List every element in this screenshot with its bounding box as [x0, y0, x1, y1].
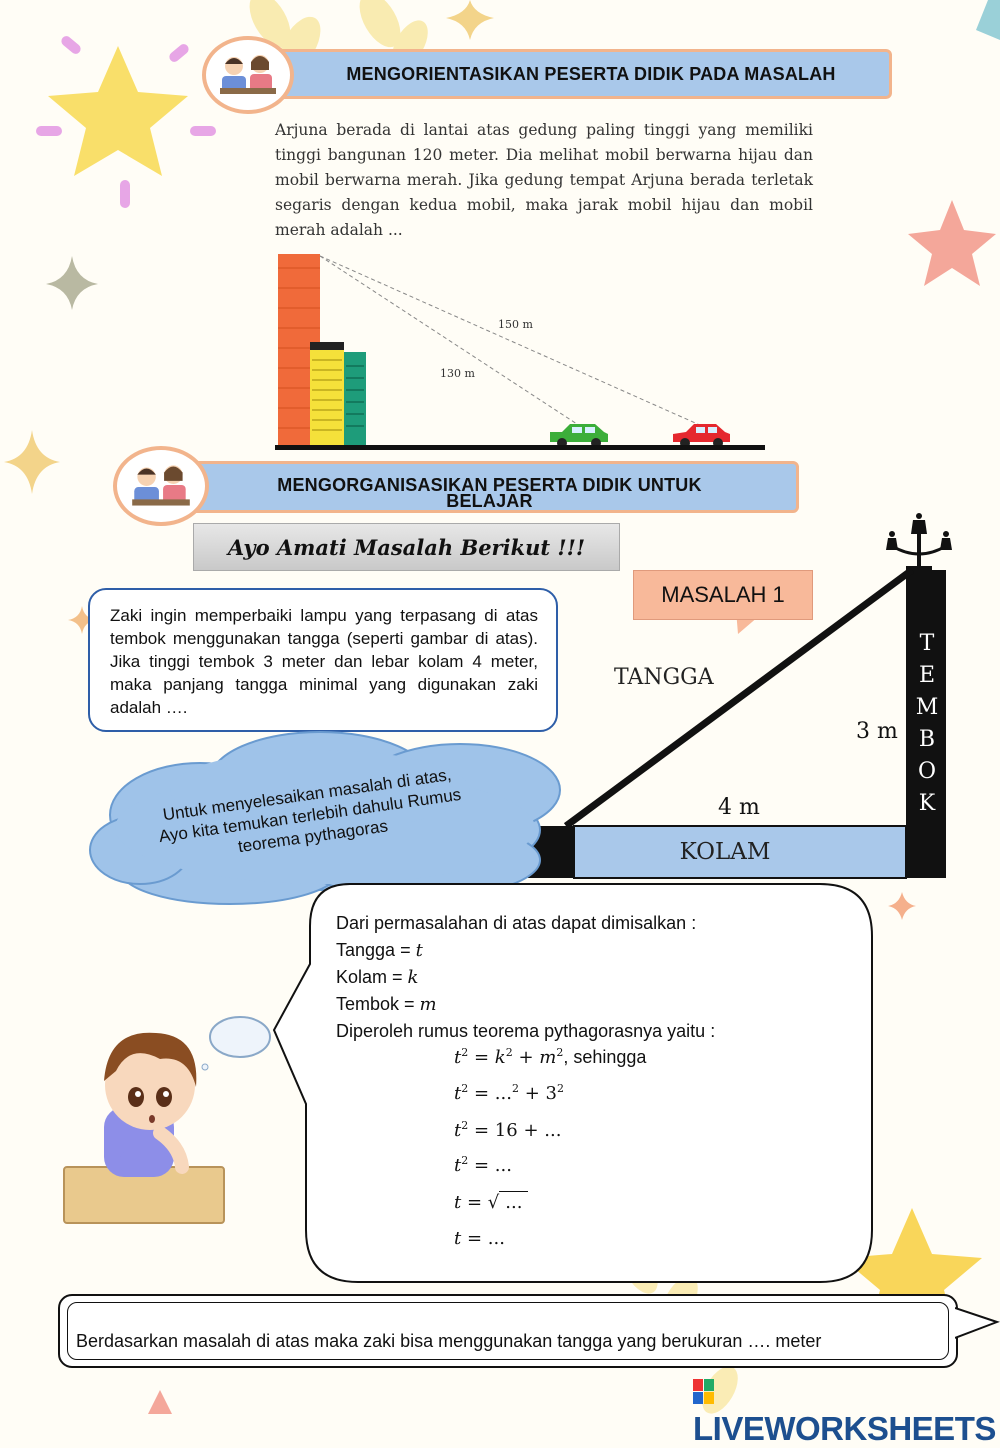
students-discussion-icon: [206, 40, 290, 110]
story-text: Arjuna berada di lantai atas gedung paling tinggi yang memiliki tinggi bangunan 120 meter. Dia melihat mobil berwarna hijau dan mobil berwarna merah. Jika gedung tempat Arjuna berada terletak segaris dengan kedua mobil, maka jarak mobil hijau dan mobil merah adalah ...: [275, 121, 813, 239]
label-130m: 130 m: [440, 367, 475, 380]
eq-line-3: $t^2 = 16$ + ...: [454, 1119, 562, 1141]
conclusion-arrow-tail: [955, 1304, 1000, 1344]
var-row: Tembok = m: [336, 994, 437, 1015]
answer-blank[interactable]: ...: [494, 1083, 512, 1104]
liveworksheets-logo-icon: [693, 1379, 715, 1405]
speech-content: [336, 910, 715, 1045]
tembok-letter: T: [919, 631, 935, 656]
problem-text: Zaki ingin memperbaiki lampu yang terpasang di atas tembok menggunakan tangga (seperti gambar di atas). Jika tinggi tembok 3 meter dan lebar kolam 4 meter, maka panjang tangga minimal yang digunakan zaki adalah ….: [110, 606, 538, 717]
green-car-icon: [550, 424, 608, 448]
building-cars-figure: [270, 248, 770, 453]
answer-blank[interactable]: ...: [494, 1155, 512, 1176]
tembok-letter: O: [917, 759, 937, 784]
height-label: 3 m: [856, 719, 898, 744]
var-row: Kolam = k: [336, 967, 419, 988]
liveworksheets-logo: [693, 1372, 1000, 1448]
students-discussion-icon: [117, 450, 205, 522]
section1-header-text: MENGORIENTASIKAN PESERTA DIDIK PADA MASALAH: [346, 63, 836, 84]
ladder-wall-figure: [520, 510, 960, 890]
tangga-label: TANGGA: [614, 665, 714, 690]
var-row: Tangga = t: [336, 940, 423, 961]
problem-box: [88, 588, 558, 732]
students-avatar: [202, 36, 294, 114]
conclusion-text: Berdasarkan masalah di atas maka zaki bisa menggunakan tangga yang berukuran …. meter: [76, 1331, 822, 1351]
eq-line-5: t = √ ...: [454, 1192, 528, 1213]
eq-line-1: $t^2 = k^2 + m^2$, sehingga: [454, 1046, 647, 1068]
section2-header: [160, 461, 799, 513]
answer-blank[interactable]: ...: [487, 1228, 505, 1249]
tembok-letter: B: [918, 727, 936, 752]
cloud-text: Untuk menyelesaikan masalah di atas, Ayo kita temukan terlebih dahulu Rumus teorema pythagoras: [157, 765, 463, 857]
thinking-boy-illustration: [60, 1015, 280, 1230]
wall-tembok: [906, 570, 946, 878]
red-car-icon: [673, 424, 730, 448]
students-avatar-2: [113, 446, 209, 526]
masalah-1-callout: MASALAH 1: [633, 570, 813, 620]
kolam-label: KOLAM: [679, 839, 771, 865]
eq-line-6: t = ...: [454, 1228, 505, 1249]
width-label: 4 m: [718, 795, 760, 820]
tembok-letter: E: [918, 663, 936, 688]
formula-intro: Diperoleh rumus teorema pythagorasnya yaitu :: [336, 1021, 716, 1041]
label-150m: 150 m: [498, 318, 533, 331]
answer-blank[interactable]: ...: [544, 1120, 562, 1141]
section2-header-cut: BELAJAR: [446, 491, 533, 511]
ayo-amati-banner: Ayo Amati Masalah Berikut !!!: [193, 523, 620, 571]
eq-line-2: $t^2 = ...^2 + 3^2$: [454, 1082, 564, 1104]
speech-intro: Dari permasalahan di atas dapat dimisalkan :: [336, 913, 697, 933]
answer-blank[interactable]: ...: [499, 1191, 528, 1213]
tembok-letter: K: [918, 791, 936, 816]
section1-header: [250, 49, 892, 99]
brand-text: LIVEWORKSHEETS: [693, 1410, 996, 1447]
tembok-letter: M: [915, 695, 939, 720]
star-decoration-icon: [48, 46, 188, 176]
eq-line-4: $t^2$ = ...: [454, 1154, 512, 1176]
street-lamp-icon: [886, 513, 952, 574]
section2-header-text: MENGORGANISASIKAN PESERTA DIDIK UNTUK: [277, 475, 702, 495]
ground-line: [275, 445, 765, 450]
